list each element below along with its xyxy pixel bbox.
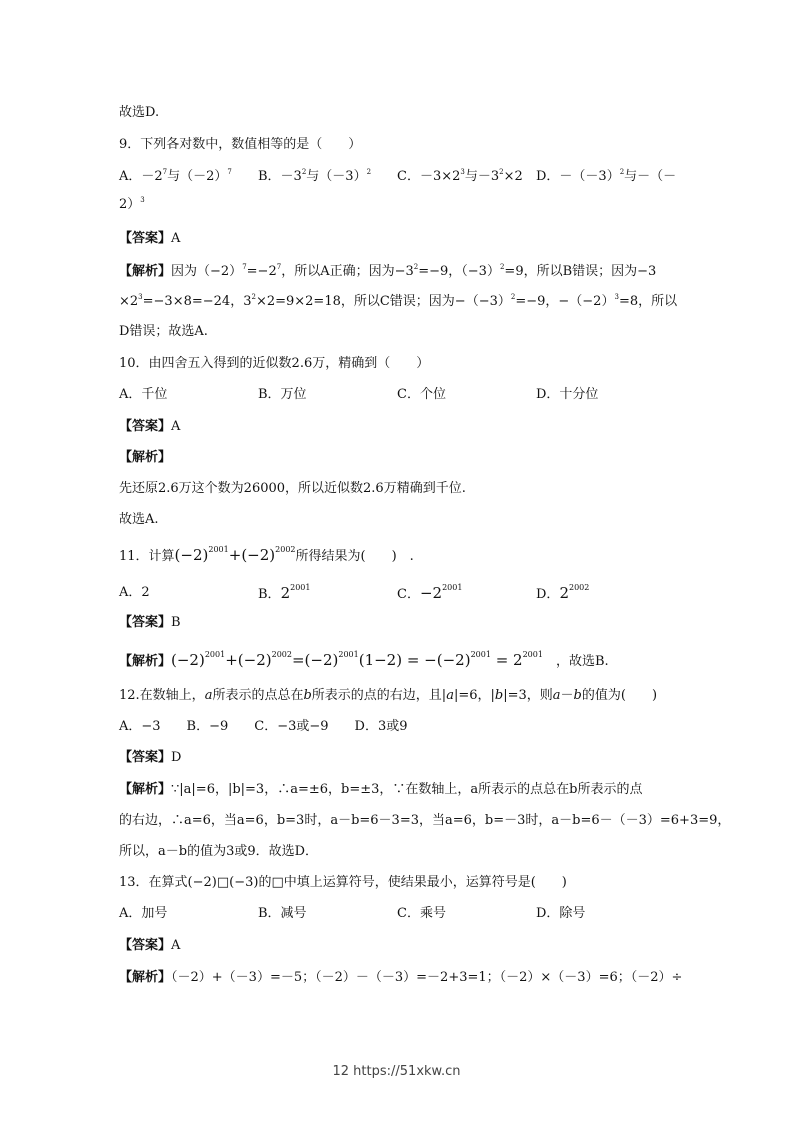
q9-option-a: A．$-2^7$与$(-2)^7$ xyxy=(119,168,232,184)
explanation-label: 【解析】 xyxy=(119,970,172,985)
q10-option-a: A．千位 xyxy=(119,387,168,402)
q11-option-c: C．$-2^{2001}$ xyxy=(397,583,463,602)
answer-label: 【答案】 xyxy=(119,750,172,765)
answer-label: 【答案】 xyxy=(119,938,172,953)
q9-explanation-3: D错误；故选A. xyxy=(119,324,208,339)
q12-answer: 【答案】D xyxy=(119,750,182,765)
question-9: 9．下列各对数中，数值相等的是（ ） xyxy=(119,137,362,152)
q13-explanation: 【解析】（－2）+（－3）=－5；（－2）－（－3）=－2+3=1；（－2）×（－3）=6；（－2）÷ xyxy=(119,970,683,985)
q13-option-c: C．乘号 xyxy=(397,906,446,921)
q13-option-d: D．除号 xyxy=(536,906,586,921)
q12-explanation-3: 所以，a－b的值为3或9．故选D． xyxy=(119,844,319,859)
answer-label: 【答案】 xyxy=(119,231,172,246)
q13-answer: 【答案】A xyxy=(119,938,181,953)
answer-label: 【答案】 xyxy=(119,615,172,630)
q9-explanation-2: $\times 2^3=-3\times 8=-24$，$3^2\times 2=9\times 2=18$，所以C错误；因为$-(-3)^2=-9$，$-(-2)^3=8$，所以 xyxy=(119,293,678,309)
explanation-label: 【解析】 xyxy=(119,654,172,669)
q13-option-a: A．加号 xyxy=(119,906,168,921)
question-12: 12.在数轴上，a所表示的点总在b所表示的点的右边，且|a|=6，|b|=3，则a－b的值为( ) xyxy=(119,688,658,703)
q10-explanation-2: 故选A. xyxy=(119,512,159,527)
question-11: 11．计算$(-2)^{2001}+(-2)^{2002}$所得结果为( ) . xyxy=(119,545,414,564)
page-footer: 12 https://51xkw.cn xyxy=(332,1064,461,1079)
q10-option-c: C．个位 xyxy=(397,387,446,402)
q12-explanation-1: 【解析】∵|a|=6，|b|=3，∴a=±6，b=±3，∵在数轴上，a所表示的点总在b所表示的点 xyxy=(119,782,643,797)
q13-option-b: B．减号 xyxy=(258,906,307,921)
q9-answer: 【答案】A xyxy=(119,231,181,246)
explanation-label: 【解析】 xyxy=(119,450,172,465)
q9-option-d: D．$-(-3)^2$与－（－ xyxy=(536,168,677,184)
q10-option-b: B．万位 xyxy=(258,387,307,402)
q11-answer: 【答案】B xyxy=(119,615,181,630)
q12-options: A．−3 B．−9 C．−3或−9 D．3或9 xyxy=(119,719,408,734)
q9-option-b: B．$-3^2$与$(-3)^2$ xyxy=(258,168,372,184)
explanation-label: 【解析】 xyxy=(119,782,172,797)
q10-option-d: D．十分位 xyxy=(536,387,599,402)
q10-explanation-1: 先还原2.6万这个数为26000，所以近似数2.6万精确到千位. xyxy=(119,481,466,496)
q9-explanation-1: 【解析】因为$(-2)^7=-2^7$，所以A正确；因为$-3^2=-9$，$(-3)^2=9$，所以B错误；因为−3 xyxy=(119,263,657,279)
q11-option-d: D．$2^{2002}$ xyxy=(536,583,590,602)
q9-option-c: C．$-3\times 2^3$与$-3^2\times 2$ xyxy=(397,168,523,184)
question-10: 10．由四舍五入得到的近似数2.6万，精确到（ ） xyxy=(119,356,430,371)
explanation-label: 【解析】 xyxy=(119,264,172,279)
q10-answer: 【答案】A xyxy=(119,419,181,434)
question-13: 13．在算式(−2)□(−3)的□中填上运算符号，使结果最小，运算符号是( ) xyxy=(119,875,567,890)
text-line: 故选D. xyxy=(119,105,160,120)
q11-explanation: 【解析】$(-2)^{2001}+(-2)^{2002}=(-2)^{2001}(1-2) = -(-2)^{2001} = 2^{2001}$ ，故选B. xyxy=(119,650,609,669)
answer-label: 【答案】 xyxy=(119,419,172,434)
q9-option-d-cont: 2）$^3$ xyxy=(119,196,145,212)
q11-option-b: B．$2^{2001}$ xyxy=(258,583,311,602)
q12-explanation-2: 的右边，∴a=6，当a=6，b=3时，a－b=6－3=3，当a=6，b=－3时，a－b=6－（－3）=6+3=9， xyxy=(119,813,731,828)
q11-option-a: A．2 xyxy=(119,585,150,600)
